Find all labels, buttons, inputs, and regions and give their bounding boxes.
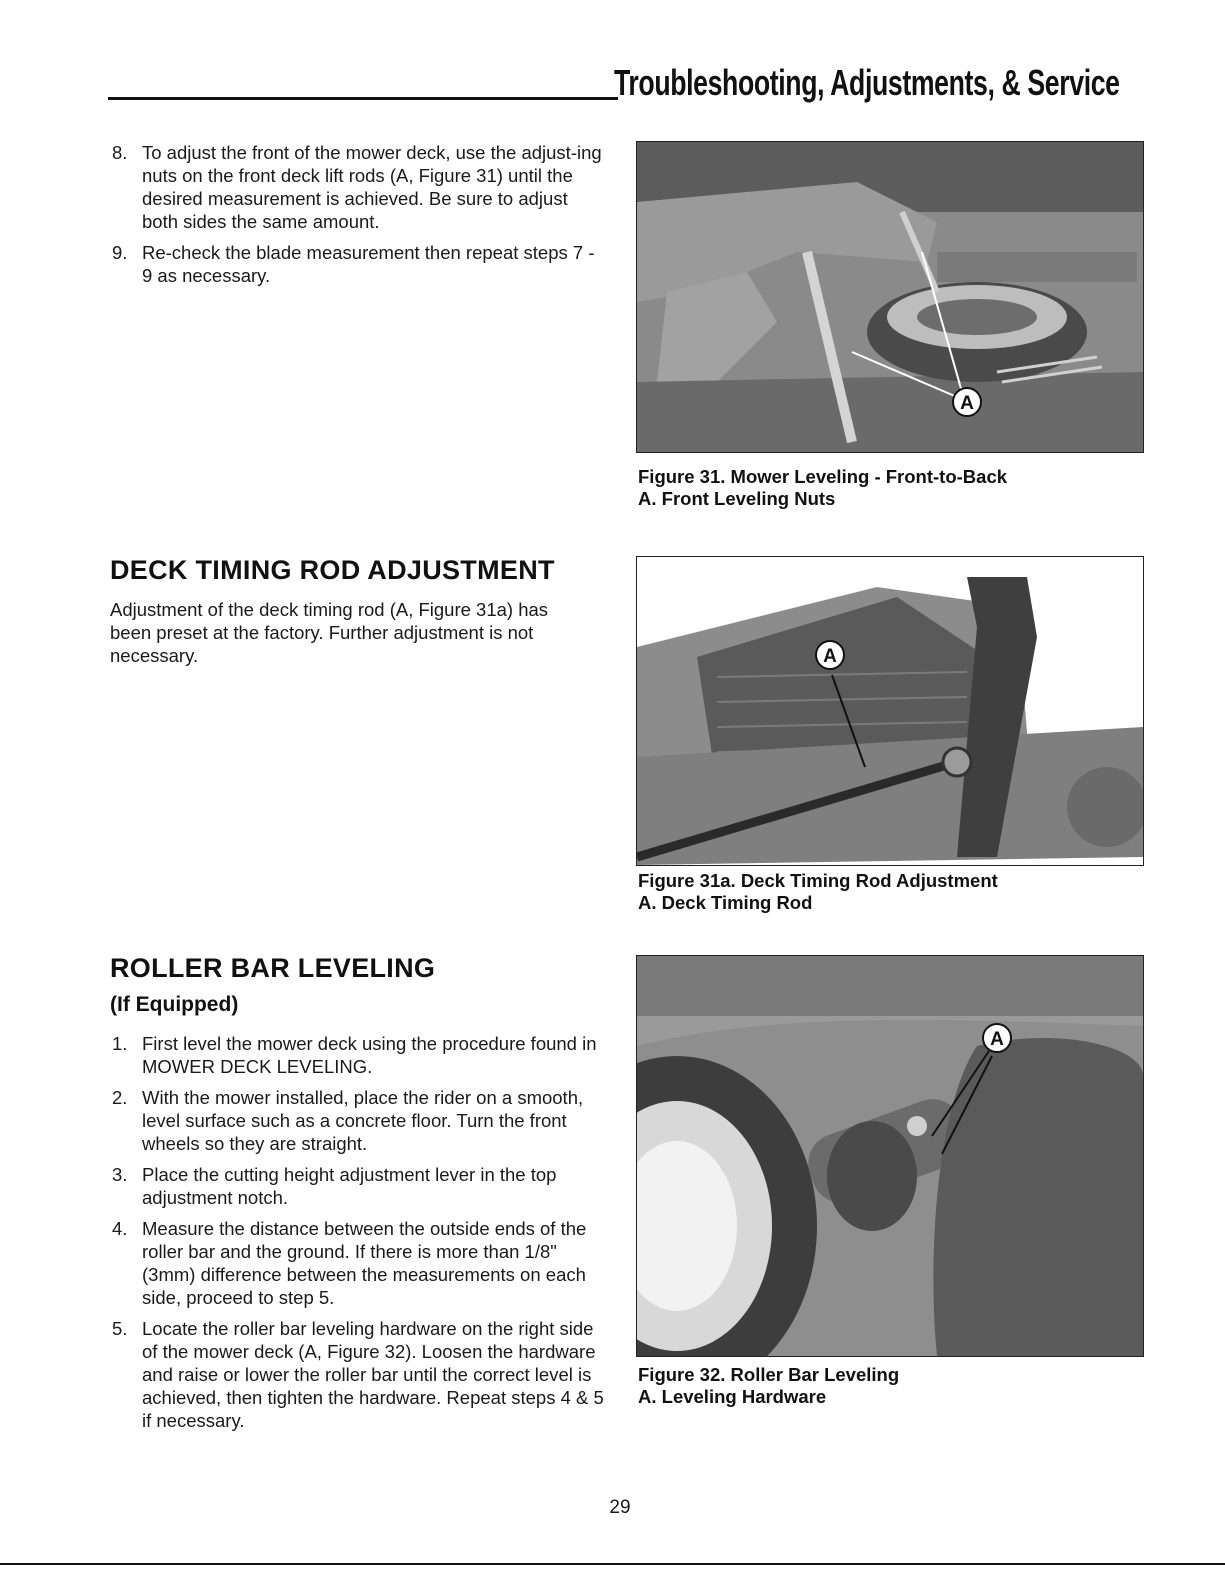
step-text: Locate the roller bar leveling hardware on the right side of the mower deck (A, Figure 32). Loosen the hardware and raise or lower the roller bar until the correct level is achieved, then tighten the hardware. Repeat steps 4 & 5 if necessary.	[142, 1318, 604, 1431]
list-item	[108, 241, 608, 287]
step-number: 8.	[112, 142, 128, 163]
figure-31a-photo	[636, 556, 1144, 866]
step-text: Place the cutting height adjustment lever in the top adjustment notch.	[142, 1164, 557, 1208]
list-item	[108, 1317, 608, 1432]
figure-32-photo	[636, 955, 1144, 1357]
caption-legend: A. Deck Timing Rod	[638, 892, 813, 913]
step-text: Measure the distance between the outside ends of the roller bar and the ground. If there is more than 1/8" (3mm) difference between the measurements on each side, proceed to step 5.	[142, 1218, 587, 1308]
bottom-rule	[0, 1563, 1225, 1565]
list-item	[108, 1163, 608, 1209]
step-number: 1.	[112, 1033, 128, 1054]
page-header-title: Troubleshooting, Adjustments, & Service	[614, 62, 1120, 103]
step-text: First level the mower deck using the procedure found in MOWER DECK LEVELING.	[142, 1033, 597, 1077]
step-text: Re-check the blade measurement then repeat steps 7 - 9 as necessary.	[142, 242, 595, 286]
list-item	[108, 1217, 608, 1309]
step-text: With the mower installed, place the rider on a smooth, level surface such as a concrete floor. Turn the front wheels so they are straight.	[142, 1087, 584, 1154]
roller-bar-subheading: (If Equipped)	[110, 993, 239, 1016]
deck-timing-paragraph: Adjustment of the deck timing rod (A, Figure 31a) has been preset at the factory. Further adjustment is not necessary.	[110, 599, 549, 666]
roller-bar-heading: ROLLER BAR LEVELING	[110, 953, 436, 983]
caption-legend: A. Front Leveling Nuts	[638, 488, 836, 509]
page-number: 29	[609, 1497, 631, 1518]
figure-31a-callout: A	[823, 646, 837, 667]
caption-legend: A. Leveling Hardware	[638, 1386, 827, 1407]
roller-bar-steps-list	[108, 1032, 608, 1440]
step-number: 5.	[112, 1318, 128, 1339]
figure-32-callout: A	[990, 1029, 1004, 1050]
step-number: 4.	[112, 1218, 128, 1239]
caption-title: Figure 31. Mower Leveling - Front-to-Back	[638, 466, 1008, 487]
figure-31-photo	[636, 141, 1144, 453]
figure-32-caption	[638, 1364, 899, 1408]
figure-31-callout: A	[960, 393, 974, 414]
list-item	[108, 1086, 608, 1155]
list-item	[108, 141, 608, 233]
list-item	[108, 1032, 608, 1078]
step-text: To adjust the front of the mower deck, use the adjust-ing nuts on the front deck lift rods (A, Figure 31) until the desired measurement is achieved. Be sure to adjust both sides the same amount.	[142, 142, 602, 232]
caption-title: Figure 31a. Deck Timing Rod Adjustment	[638, 870, 998, 891]
figure-31-caption	[638, 466, 1007, 510]
mower-steps-list	[108, 141, 608, 295]
step-number: 2.	[112, 1087, 128, 1108]
deck-timing-heading: DECK TIMING ROD ADJUSTMENT	[110, 555, 555, 585]
caption-title: Figure 32. Roller Bar Leveling	[638, 1364, 900, 1385]
figure-31a-caption	[638, 870, 998, 914]
step-number: 9.	[112, 242, 128, 263]
step-number: 3.	[112, 1164, 128, 1185]
header-rule	[108, 97, 618, 100]
